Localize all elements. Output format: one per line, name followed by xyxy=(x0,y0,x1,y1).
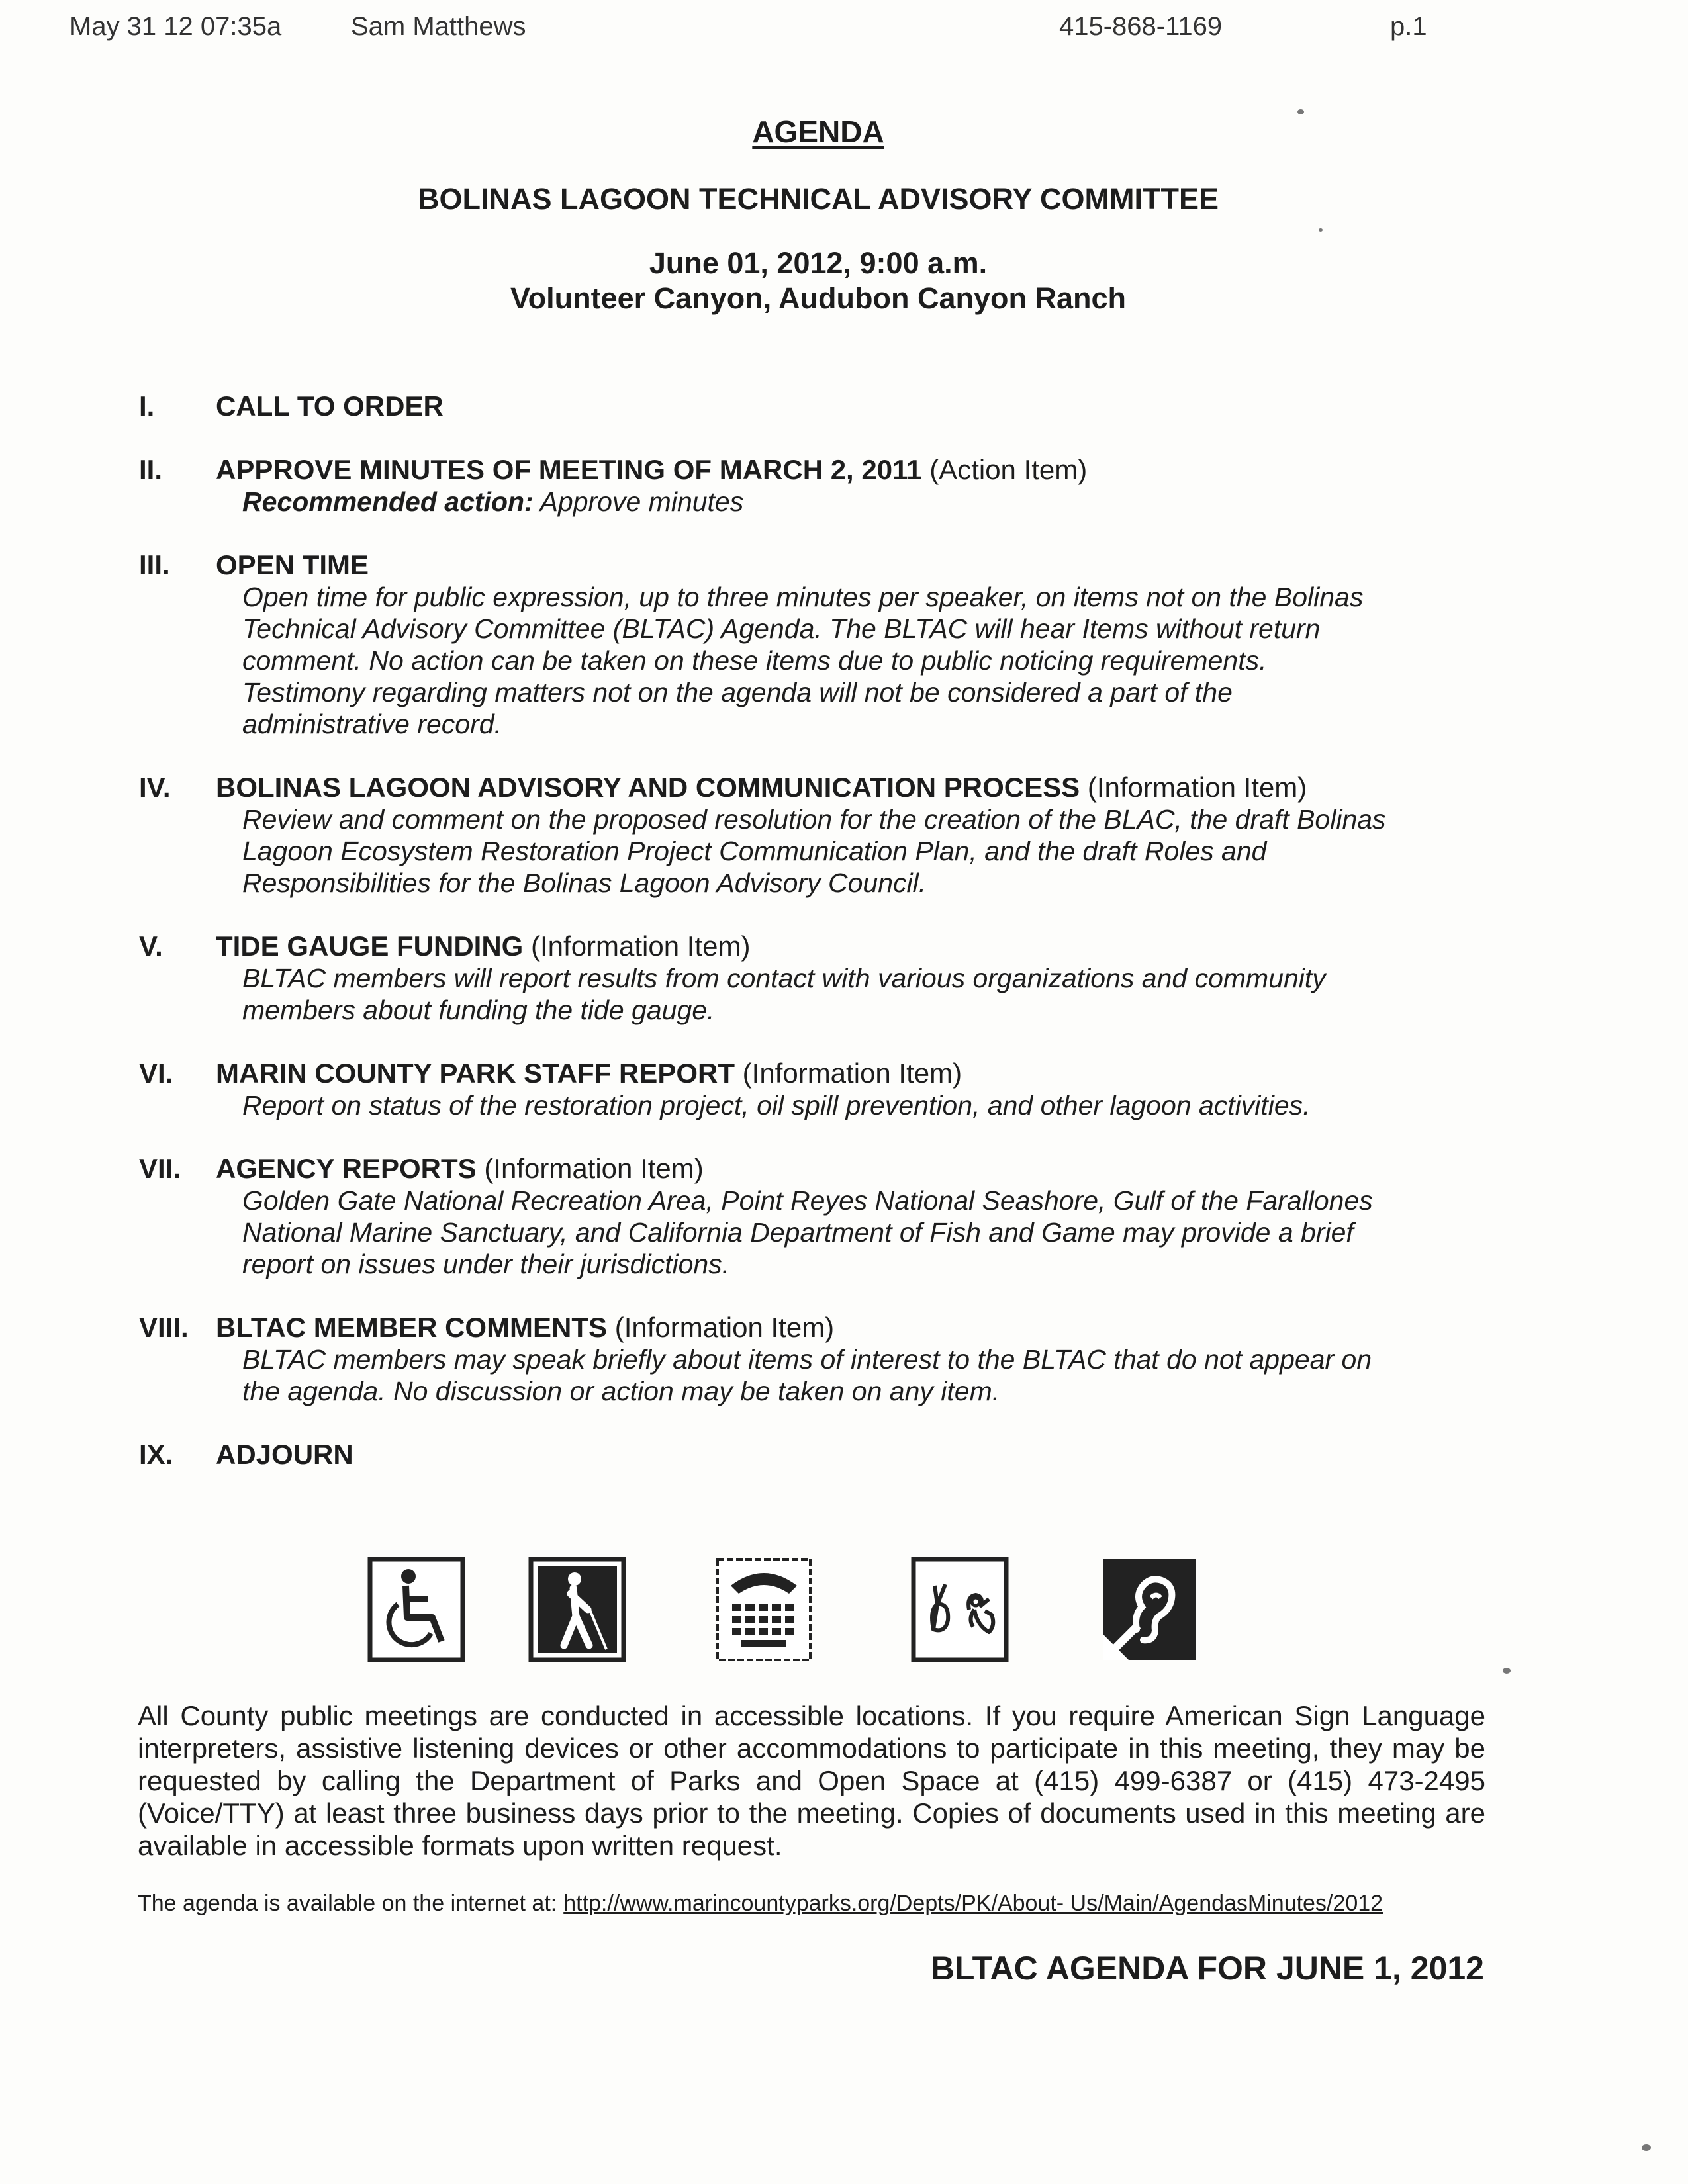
agenda-item-type: (Action Item) xyxy=(929,454,1088,485)
description-text: report on issues under their jurisdictions. xyxy=(242,1249,730,1279)
wheelchair-icon xyxy=(367,1557,465,1662)
description-text: BLTAC members will report results from contact with various organizations and community xyxy=(242,963,1326,993)
agenda-item-title: BOLINAS LAGOON ADVISORY AND COMMUNICATION PROCESS xyxy=(216,772,1080,803)
agenda-heading: AGENDA xyxy=(752,114,884,149)
fax-phone: 415-868-1169 xyxy=(1059,12,1223,41)
description-text: Approve minutes xyxy=(539,486,744,517)
agenda-item-title: BLTAC MEMBER COMMENTS xyxy=(216,1312,608,1343)
agenda-item xyxy=(139,1439,1503,1471)
agenda-item-number: V. xyxy=(139,931,163,962)
agenda-item-description xyxy=(242,581,1503,740)
agenda-item-title: AGENCY REPORTS xyxy=(216,1153,477,1184)
agenda-item-heading xyxy=(216,454,1503,486)
fax-header xyxy=(0,12,1688,52)
agenda-item xyxy=(139,390,1503,422)
agenda-item-heading xyxy=(216,772,1503,803)
agenda-item-number: VII. xyxy=(139,1153,181,1184)
agenda-list xyxy=(139,390,1503,1502)
agenda-item xyxy=(139,454,1503,518)
description-text: members about funding the tide gauge. xyxy=(242,995,715,1025)
tty-phone-icon xyxy=(715,1557,813,1662)
description-text: Open time for public expression, up to three minutes per speaker, on items not on the Bolinas xyxy=(242,582,1364,612)
agenda-item-type: (Information Item) xyxy=(484,1153,704,1184)
meeting-date-time: June 01, 2012, 9:00 a.m. xyxy=(649,246,988,280)
fax-date: May 31 12 07:35a xyxy=(70,12,282,41)
agenda-item xyxy=(139,1058,1503,1121)
description-line xyxy=(242,1248,1503,1280)
agenda-item-number: VI. xyxy=(139,1058,173,1089)
description-line xyxy=(242,1375,1503,1407)
agenda-item-type: (Information Item) xyxy=(614,1312,835,1343)
description-line xyxy=(242,1216,1503,1248)
scan-speck xyxy=(1319,228,1323,232)
agenda-item-title: CALL TO ORDER xyxy=(216,390,444,422)
agenda-item-description xyxy=(242,1343,1503,1407)
meeting-location: Volunteer Canyon, Audubon Canyon Ranch xyxy=(510,281,1126,315)
agenda-url-link[interactable]: http://www.marincountyparks.org/Depts/PK/About- Us/Main/AgendasMinutes/2012 xyxy=(563,1891,1383,1916)
agenda-item-heading xyxy=(216,1153,1503,1185)
description-text: National Marine Sanctuary, and California Department of Fish and Game may provide a brief xyxy=(242,1217,1354,1248)
agenda-item-number: II. xyxy=(139,454,163,485)
description-line xyxy=(242,613,1503,645)
agenda-item-number: IV. xyxy=(139,772,171,803)
agenda-item-heading xyxy=(216,1312,1503,1343)
agenda-item-number: I. xyxy=(139,390,155,422)
description-line xyxy=(242,676,1503,708)
internet-availability xyxy=(138,1891,1528,1917)
description-line xyxy=(242,645,1503,676)
description-text: Review and comment on the proposed resolution for the creation of the BLAC, the draft Bolinas xyxy=(242,804,1386,835)
agenda-item-title: TIDE GAUGE FUNDING xyxy=(216,931,524,962)
scan-speck xyxy=(1642,2144,1651,2151)
description-text: Lagoon Ecosystem Restoration Project Communication Plan, and the draft Roles and xyxy=(242,836,1267,866)
agenda-item-description xyxy=(242,962,1503,1026)
agenda-item xyxy=(139,931,1503,1026)
description-text: Golden Gate National Recreation Area, Point Reyes National Seashore, Gulf of the Farallones xyxy=(242,1185,1373,1216)
description-line xyxy=(242,486,1503,518)
sign-language-icon xyxy=(911,1557,1009,1662)
committee-name: BOLINAS LAGOON TECHNICAL ADVISORY COMMITTEE xyxy=(417,182,1219,216)
agenda-item-title: OPEN TIME xyxy=(216,549,369,580)
agenda-item-type: (Information Item) xyxy=(1087,772,1307,803)
agenda-item-title: APPROVE MINUTES OF MEETING OF MARCH 2, 2011 xyxy=(216,454,922,485)
agenda-item-type: (Information Item) xyxy=(531,931,751,962)
agenda-item xyxy=(139,1312,1503,1407)
description-text: comment. No action can be taken on these items due to public noticing requirements. xyxy=(242,645,1267,676)
agenda-item-description xyxy=(242,803,1503,899)
agenda-item xyxy=(139,549,1503,740)
blind-walking-icon xyxy=(528,1557,626,1662)
hearing-assist-icon xyxy=(1101,1557,1199,1662)
description-line xyxy=(242,1185,1503,1216)
description-line xyxy=(242,994,1503,1026)
recommended-action-label: Recommended action: xyxy=(242,486,534,517)
agenda-item-title: MARIN COUNTY PARK STAFF REPORT xyxy=(216,1058,735,1089)
description-line xyxy=(242,803,1503,835)
agenda-item-heading xyxy=(216,549,1503,581)
agenda-item-heading xyxy=(216,390,1503,422)
description-line xyxy=(242,867,1503,899)
description-text: the agenda. No discussion or action may be taken on any item. xyxy=(242,1376,1000,1406)
description-text: Testimony regarding matters not on the agenda will not be considered a part of the xyxy=(242,677,1233,707)
description-line xyxy=(242,708,1503,740)
agenda-item xyxy=(139,772,1503,899)
scan-speck xyxy=(1503,1668,1511,1674)
description-text: Responsibilities for the Bolinas Lagoon Advisory Council. xyxy=(242,868,927,898)
scan-speck xyxy=(1297,109,1304,114)
description-line xyxy=(242,962,1503,994)
agenda-item-description xyxy=(242,486,1503,518)
agenda-item-description xyxy=(242,1185,1503,1280)
description-text: BLTAC members may speak briefly about items of interest to the BLTAC that do not appear on xyxy=(242,1344,1372,1375)
fax-sender: Sam Matthews xyxy=(351,12,526,41)
agenda-item-type: (Information Item) xyxy=(742,1058,962,1089)
footer-title: BLTAC AGENDA FOR JUNE 1, 2012 xyxy=(930,1950,1484,1987)
description-text: Report on status of the restoration project, oil spill prevention, and other lagoon activities. xyxy=(242,1090,1311,1120)
internet-label: The agenda is available on the internet at: xyxy=(138,1891,557,1916)
agenda-item-description xyxy=(242,1089,1503,1121)
agenda-item-title: ADJOURN xyxy=(216,1439,353,1470)
agenda-item-number: IX. xyxy=(139,1439,173,1470)
description-line xyxy=(242,835,1503,867)
agenda-item-heading xyxy=(216,931,1503,962)
fax-page-number: p.1 xyxy=(1390,12,1427,41)
description-line xyxy=(242,1343,1503,1375)
agenda-item xyxy=(139,1153,1503,1280)
agenda-item-heading xyxy=(216,1058,1503,1089)
description-text: Technical Advisory Committee (BLTAC) Agenda. The BLTAC will hear Items without return xyxy=(242,614,1321,644)
description-line xyxy=(242,1089,1503,1121)
agenda-item-number: III. xyxy=(139,549,170,580)
description-line xyxy=(242,581,1503,613)
description-text: administrative record. xyxy=(242,709,502,739)
agenda-item-heading xyxy=(216,1439,1503,1471)
accessibility-notice: All County public meetings are conducted in accessible locations. If you require American Sign Language interpreters, assistive listening devices or other accommodations to participate in this meeting, they may be requested by calling the Department of Parks and Open Space at (415) 499-6387 or (415) 473-2495 (Voice/TTY) at least three business days prior to the meeting. Copies of documents used in this meeting are available in accessible formats upon written request. xyxy=(138,1700,1485,1861)
agenda-item-number: VIII. xyxy=(139,1312,189,1343)
accessibility-icons xyxy=(357,1557,1271,1670)
